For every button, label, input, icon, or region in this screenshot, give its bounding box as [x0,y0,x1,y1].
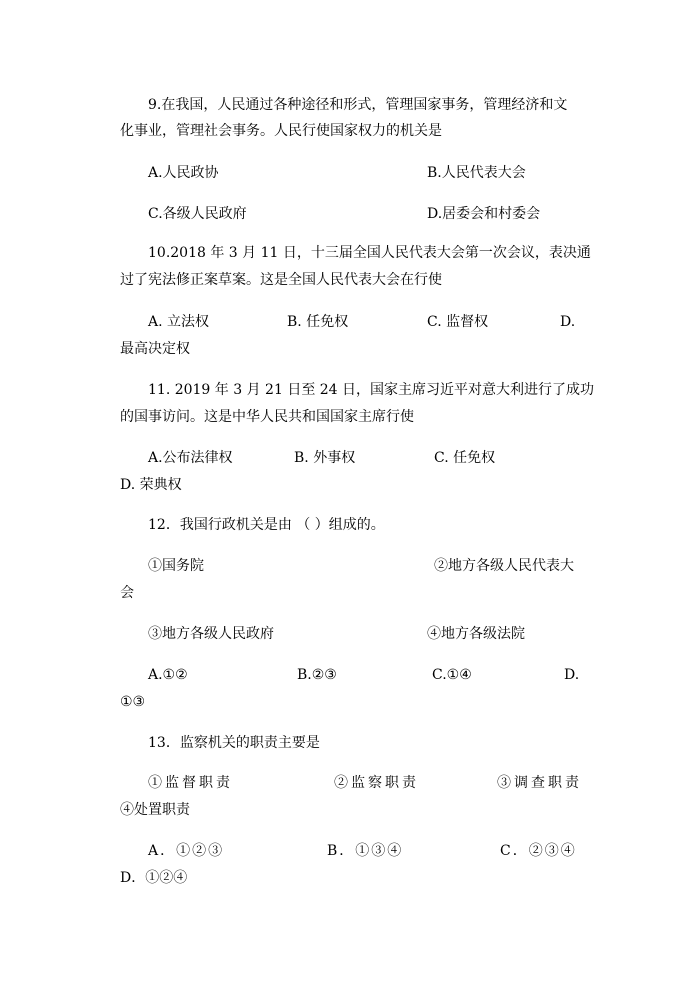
q9-option-a: A.人民政协 [148,165,219,181]
q12-item4: ④地方各级法院 [427,626,525,642]
q10-option-d-text: 最高决定权 [120,341,190,357]
q13-option-d: D．①②④ [120,870,188,886]
q12-option-d-text: ①③ [120,694,146,710]
q12-option-b: B.②③ [297,667,337,683]
q9-option-b: B.人民代表大会 [427,165,526,181]
q11-option-b: B. 外事权 [294,450,356,466]
q13-item4: ④处置职责 [120,802,190,818]
q13-stem: 13．监察机关的职责主要是 [148,735,320,751]
q11-option-c: C. 任免权 [434,450,496,466]
q10-option-a: A. 立法权 [148,314,210,330]
q13-item3: ③调查职责 [497,775,582,791]
q13-option-c: C．②③④ [500,843,577,859]
q9-stem-line2: 化事业，管理社会事务。人民行使国家权力的机关是 [120,123,442,139]
q10-stem-line1: 10.2018 年 3 月 11 日，十三届全国人民代表大会第一次会议，表决通 [148,245,591,261]
q10-option-c: C. 监督权 [427,314,489,330]
q10-option-d-label: D. [560,314,576,330]
q9-option-d: D.居委会和村委会 [427,206,541,222]
q9-stem-line1: 9.在我国，人民通过各种途径和形式，管理国家事务，管理经济和文 [148,97,568,113]
q12-option-a: A.①② [148,667,188,683]
q12-item1: ①国务院 [148,558,204,574]
q10-stem-line2: 过了宪法修正案草案。这是全国人民代表大会在行使 [120,272,442,288]
q11-stem-line2: 的国事访问。这是中华人民共和国国家主席行使 [120,409,414,425]
q13-item2: ②监察职责 [334,775,419,791]
q13-option-a: A．①②③ [148,843,225,859]
q11-stem-line1: 11. 2019 年 3 月 21 日至 24 日，国家主席习近平对意大利进行了成功 [148,382,595,398]
q11-option-a: A.公布法律权 [148,450,233,466]
q12-option-c: C.①④ [432,667,472,683]
q12-stem: 12．我国行政机关是由 （ ）组成的。 [148,517,385,533]
q10-option-b: B. 任免权 [287,314,349,330]
q12-item3: ③地方各级人民政府 [148,626,274,642]
q11-option-d: D. 荣典权 [120,477,182,493]
q13-item1: ①监督职责 [148,775,233,791]
q13-option-b: B．①③④ [327,843,404,859]
q12-item2: ②地方各级人民代表大 [434,558,574,574]
q9-option-c: C.各级人民政府 [148,206,247,222]
q12-option-d-label: D. [564,667,580,683]
q12-item2-continued: 会 [120,585,134,601]
